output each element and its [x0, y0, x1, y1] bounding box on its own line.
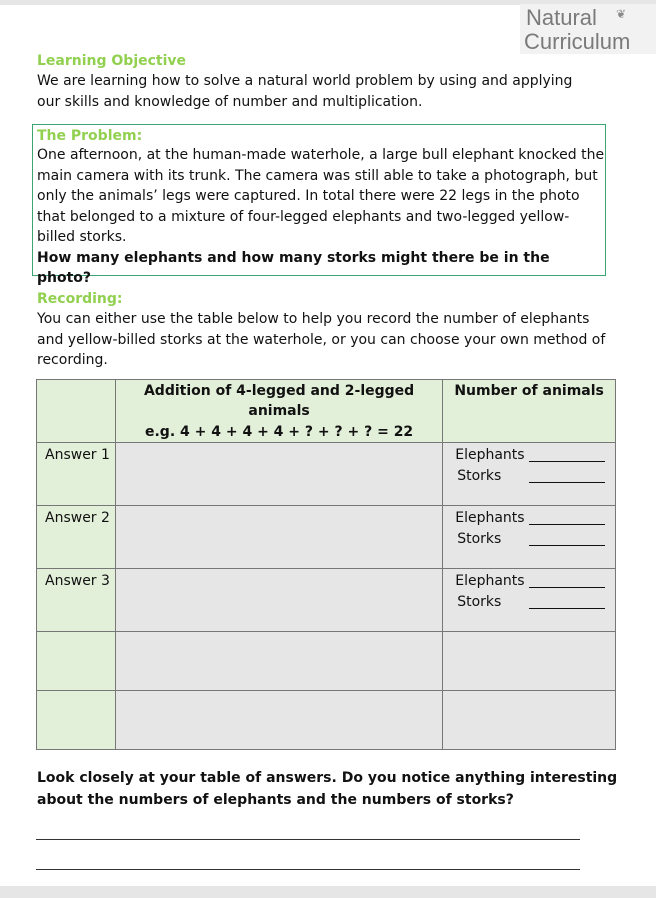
- leaf-icon: ❦: [616, 7, 627, 21]
- table-header-row: [37, 380, 616, 443]
- elephants-label: Elephants: [455, 510, 525, 526]
- row-label-cell: [37, 443, 116, 506]
- recording-line: recording.: [37, 352, 108, 368]
- number-answer-cell[interactable]: [443, 691, 616, 750]
- elephants-label: Elephants: [455, 573, 525, 589]
- number-answer-cell: [443, 443, 616, 506]
- storks-blank[interactable]: [529, 482, 605, 483]
- row-label-cell: [37, 506, 116, 569]
- table-row: [37, 443, 616, 506]
- problem-line: billed storks.: [37, 229, 127, 245]
- storks-line: [443, 592, 615, 613]
- storks-label: Storks: [457, 531, 502, 547]
- addition-answer-cell[interactable]: [115, 632, 442, 691]
- elephants-blank[interactable]: [529, 587, 605, 588]
- recording-table: [36, 379, 616, 750]
- table-row: [37, 506, 616, 569]
- storks-blank[interactable]: [529, 608, 605, 609]
- problem-line: that belonged to a mixture of four-legged elephants and two-legged yellow-: [37, 208, 570, 225]
- storks-line: [443, 529, 615, 550]
- header-number-cell: [443, 380, 616, 443]
- problem-line: only the animals’ legs were captured. In total there were 22 legs in the photo: [37, 188, 580, 204]
- elephants-line: [443, 508, 615, 529]
- problem-question: How many elephants and how many storks might there be in the photo?: [37, 249, 550, 286]
- learning-objective-text: We are learning how to solve a natural world problem by using and applying our skills and knowledge of number and multiplication.: [37, 73, 573, 110]
- row-label-cell: [37, 569, 116, 632]
- recording-text: [37, 309, 617, 371]
- storks-label: Storks: [457, 594, 502, 610]
- elephants-blank[interactable]: [529, 524, 605, 525]
- storks-label: Storks: [457, 468, 502, 484]
- problem-heading: The Problem:: [37, 128, 143, 144]
- problem-line: One afternoon, at the human-made waterhole, a large bull elephant knocked the: [37, 147, 605, 163]
- natural-curriculum-logo: [520, 4, 656, 54]
- recording-line: You can either use the table below to help you record the number of elephants: [37, 311, 590, 327]
- header-number-label: Number of animals: [454, 383, 604, 399]
- problem-line: main camera with its trunk. The camera was still able to take a photograph, but: [37, 167, 598, 184]
- addition-answer-cell[interactable]: [115, 569, 442, 632]
- row-label: Answer 2: [45, 510, 110, 526]
- problem-text: [37, 145, 607, 289]
- bottom-edge: [0, 886, 656, 898]
- final-question-line: Look closely at your table of answers. Do you notice anything interesting: [37, 770, 618, 786]
- logo-line-1: Natural: [526, 5, 597, 30]
- elephants-label: Elephants: [455, 447, 525, 463]
- storks-blank[interactable]: [529, 545, 605, 546]
- logo-line-2: Curriculum: [524, 29, 631, 54]
- row-label-cell[interactable]: [37, 691, 116, 750]
- number-answer-cell[interactable]: [443, 632, 616, 691]
- table-row: [37, 569, 616, 632]
- elephants-line: [443, 445, 615, 466]
- final-question: [37, 767, 617, 811]
- learning-objective-heading: Learning Objective: [37, 53, 187, 69]
- recording-heading: Recording:: [37, 291, 123, 307]
- addition-answer-cell[interactable]: [115, 506, 442, 569]
- number-answer-cell: [443, 506, 616, 569]
- row-label: Answer 3: [45, 573, 110, 589]
- final-question-line: about the numbers of elephants and the numbers of storks?: [37, 792, 514, 808]
- header-addition-line-1: Addition of 4-legged and 2-legged animals: [143, 383, 415, 419]
- answer-line[interactable]: [36, 869, 580, 870]
- header-addition-cell: [115, 380, 442, 443]
- recording-line: and yellow-billed storks at the waterhole, or you can choose your own method of: [37, 331, 606, 348]
- row-label: Answer 1: [45, 447, 110, 463]
- answer-line[interactable]: [36, 839, 580, 840]
- elephants-line: [443, 571, 615, 592]
- header-addition-line-2: e.g. 4 + 4 + 4 + 4 + ? + ? + ? = 22: [144, 424, 414, 440]
- number-answer-cell: [443, 569, 616, 632]
- addition-answer-cell[interactable]: [115, 443, 442, 506]
- row-label-cell[interactable]: [37, 632, 116, 691]
- table-row-empty: [37, 691, 616, 750]
- elephants-blank[interactable]: [529, 461, 605, 462]
- table-row-empty: [37, 632, 616, 691]
- storks-line: [443, 466, 615, 487]
- header-blank-cell: [37, 380, 116, 443]
- addition-answer-cell[interactable]: [115, 691, 442, 750]
